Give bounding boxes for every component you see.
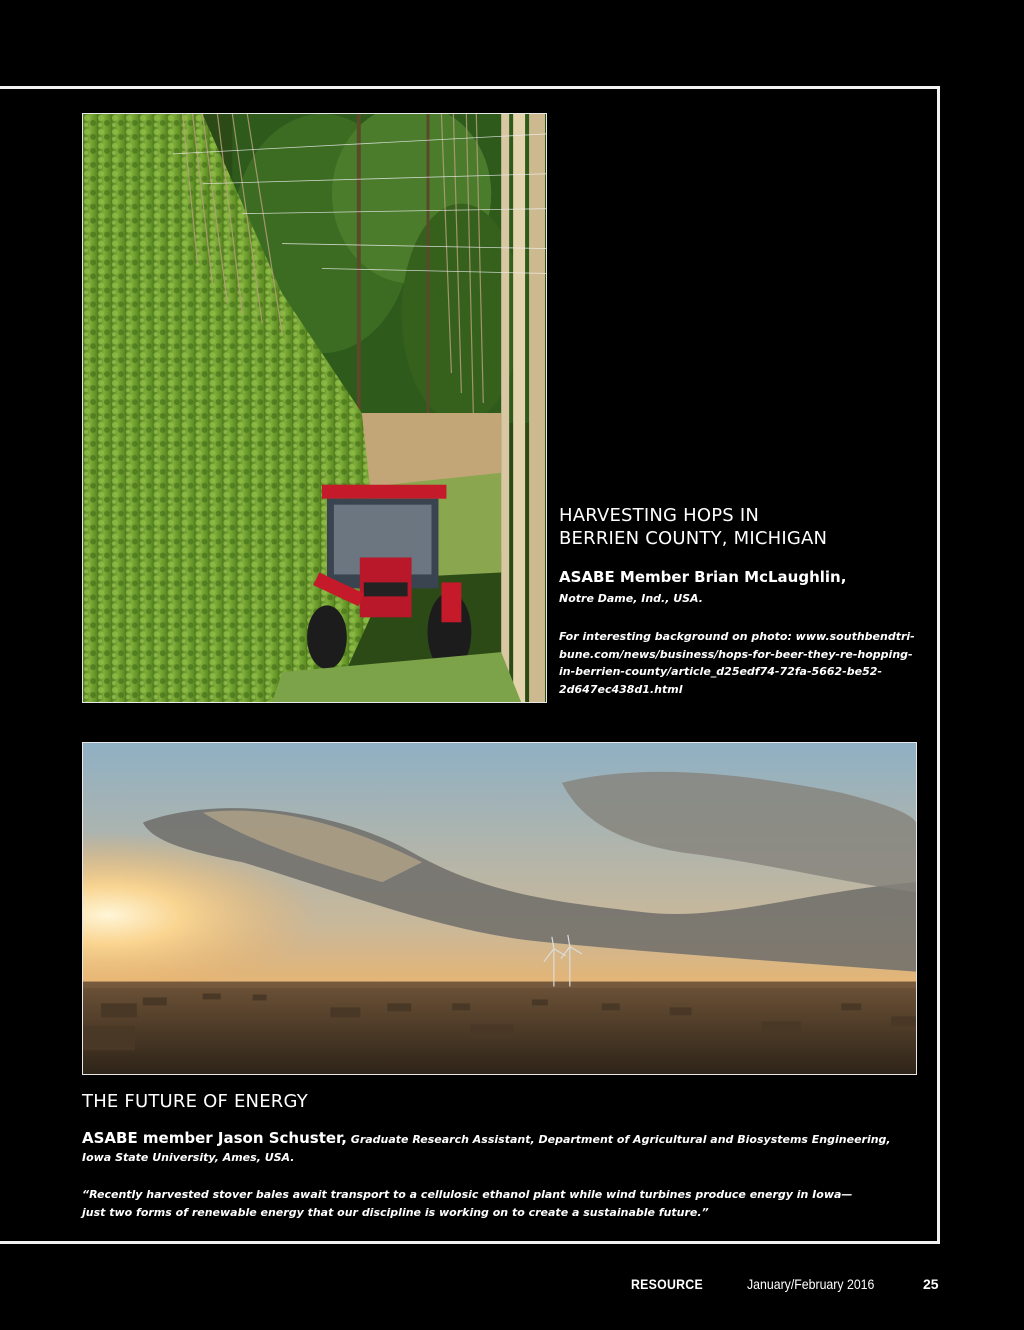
energy-photographer-credit bbox=[82, 1130, 902, 1166]
hops-photographer-name: ASABE Member Brian McLaughlin, bbox=[559, 568, 847, 586]
footer-issue-date: January/February 2016 bbox=[747, 1276, 875, 1292]
energy-photo-illustration bbox=[83, 743, 916, 1074]
hops-title-line-2: BERRIEN COUNTY, MICHIGAN bbox=[559, 528, 828, 549]
hops-note-line-3: in-berrien-county/article_d25edf74-72fa-5662-be52- bbox=[559, 665, 882, 678]
energy-photographer-affiliation-2: Iowa State University, Ames, USA. bbox=[82, 1150, 295, 1164]
hops-note-line-4: 2d647ec438d1.html bbox=[559, 682, 683, 696]
energy-photographer-name: ASABE member Jason Schuster, bbox=[82, 1129, 347, 1147]
hops-photo-illustration bbox=[83, 114, 546, 702]
hops-harvest-photo bbox=[82, 113, 547, 703]
hops-background-note bbox=[559, 628, 924, 698]
energy-quote bbox=[82, 1186, 912, 1221]
hops-note-line-2: bune.com/news/business/hops-for-beer-they-re-hopping- bbox=[559, 647, 913, 661]
energy-quote-line-1: “Recently harvested stover bales await transport to a cellulosic ethanol plant while wind turbines produce energy in Iowa— bbox=[82, 1188, 853, 1201]
hops-title-line-1: HARVESTING HOPS IN bbox=[559, 505, 760, 526]
energy-quote-line-2: just two forms of renewable energy that our discipline is working on to create a sustainable future.” bbox=[82, 1205, 709, 1219]
hops-photographer-location: Notre Dame, Ind., USA. bbox=[559, 592, 703, 605]
footer-page-number: 25 bbox=[923, 1276, 939, 1292]
hops-caption-title bbox=[559, 504, 889, 550]
energy-landscape-photo bbox=[82, 742, 917, 1075]
hops-note-line-1: For interesting background on photo: www.southbendtri- bbox=[559, 630, 915, 643]
energy-caption-title: THE FUTURE OF ENERGY bbox=[82, 1091, 308, 1112]
energy-photographer-affiliation: Graduate Research Assistant, Department of Agricultural and Biosystems Engineering, bbox=[350, 1133, 891, 1146]
footer-magazine-name: RESOURCE bbox=[631, 1276, 703, 1292]
